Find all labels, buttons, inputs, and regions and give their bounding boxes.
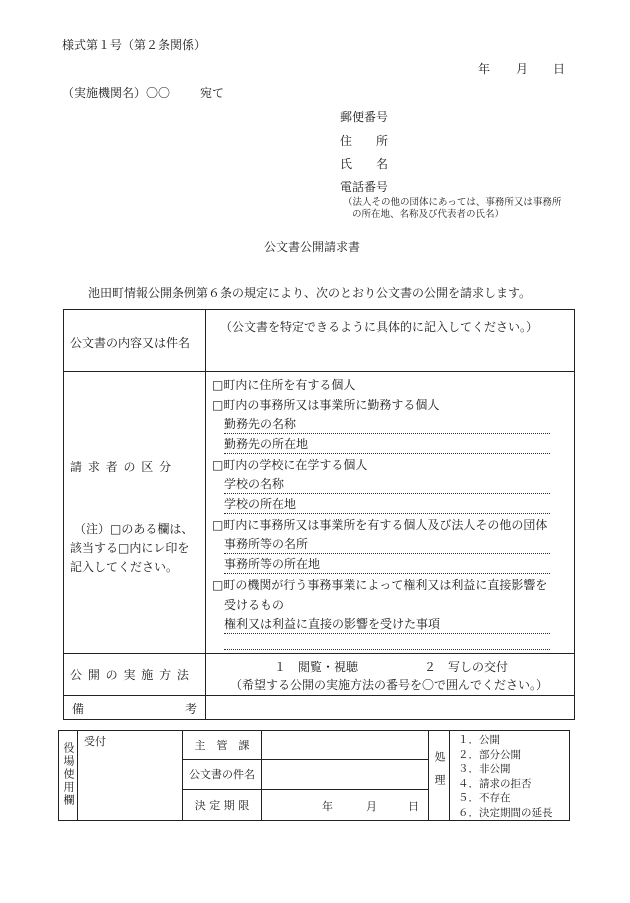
result-nonexistent: ５．不存在: [458, 792, 511, 804]
document-title: 公文書公開請求書: [264, 240, 361, 254]
requester-options-cell: [206, 372, 575, 654]
result-nondisclose: ３．非公開: [458, 763, 511, 775]
applicant-note-2: の所在地、名称及び代表者の氏名）: [352, 209, 505, 220]
employer-address-line[interactable]: [224, 435, 550, 454]
option-affected-party[interactable]: □町の機関が行う事務事業によって権利又は利益に直接影響を: [212, 578, 548, 592]
remarks-label-2: 考: [184, 702, 197, 716]
address-label: 住 所: [340, 134, 389, 148]
school-name-line[interactable]: [224, 475, 550, 494]
addressee-org: （実施機関名）〇〇: [62, 86, 171, 100]
method-label-cell: [64, 654, 206, 696]
subject-label-cell: [183, 760, 262, 789]
method-hint: （希望する公開の実施方法の番号を〇で囲んでください。）: [230, 678, 549, 692]
content-hint: （公文書を特定できるように具体的に記入してください。）: [220, 320, 539, 334]
deadline-value-cell[interactable]: [262, 789, 429, 820]
office-name-label: 事務所等の名所: [224, 537, 309, 551]
phone-label: 電話番号: [340, 180, 389, 194]
school-name-label: 学校の名称: [224, 477, 285, 491]
process-label: 処理: [433, 751, 446, 797]
postal-code-label: 郵便番号: [340, 110, 389, 124]
requester-label-cell: [64, 372, 206, 654]
office-side-label-cell: [59, 731, 78, 821]
affected-matter-line[interactable]: [224, 615, 550, 634]
deadline-year: 年: [322, 799, 333, 813]
office-side-label: 役場使用欄: [62, 741, 75, 807]
result-partial: ２．部分公開: [458, 748, 521, 761]
school-address-line[interactable]: [224, 495, 550, 514]
affected-matter-line-2[interactable]: [224, 635, 550, 650]
office-name-line[interactable]: [224, 535, 550, 554]
content-input-cell[interactable]: [206, 310, 575, 372]
remarks-label-cell: [64, 696, 206, 720]
option-employee[interactable]: □町内の事務所又は事業所に勤務する個人: [212, 398, 440, 412]
dept-label-cell: [183, 731, 262, 760]
form-number: 様式第１号（第２条関係）: [62, 38, 207, 52]
subject-label: 公文書の件名: [189, 768, 255, 782]
result-refusal: ４．請求の拒否: [458, 777, 532, 790]
remarks-label-1: 備: [72, 702, 85, 716]
office-use-table: [58, 730, 570, 821]
date-year: 年: [478, 62, 491, 76]
intro-text: 池田町情報公開条例第６条の規定により、次のとおり公文書の公開を請求します。: [88, 286, 532, 300]
option-student[interactable]: □町内の学校に在学する個人: [212, 458, 368, 472]
date-month: 月: [516, 62, 529, 76]
remarks-input-cell[interactable]: [206, 696, 575, 720]
office-address-line[interactable]: [224, 555, 550, 574]
content-label-cell: [64, 310, 206, 372]
dept-value-cell[interactable]: [262, 731, 429, 760]
method-cell: [206, 654, 575, 696]
employer-address-label: 勤務先の所在地: [224, 437, 309, 451]
dept-label: 主 管 課: [194, 739, 250, 753]
result-disclose: １．公開: [458, 734, 500, 746]
option-business-owner[interactable]: □町内に事務所又は事業所を有する個人及び法人その他の団体: [212, 518, 548, 532]
received-cell: [78, 731, 183, 821]
process-results-cell: [450, 731, 570, 821]
affected-matter-label: 権利又は利益に直接の影響を受けた事項: [224, 617, 441, 631]
employer-name-line[interactable]: [224, 415, 550, 434]
option-resident[interactable]: □町内に住所を有する個人: [212, 378, 356, 392]
received-label: 受付: [84, 735, 106, 748]
school-address-label: 学校の所在地: [224, 497, 297, 511]
process-label-cell: [429, 731, 450, 821]
requester-note-1: （注）□のある欄は、: [74, 522, 194, 536]
date-day: 日: [553, 62, 566, 76]
employer-name-label: 勤務先の名称: [224, 417, 297, 431]
subject-value-cell[interactable]: [262, 760, 429, 789]
request-table: [63, 309, 575, 720]
deadline-label-cell: [183, 789, 262, 820]
method-option-view[interactable]: １ 閲覧・視聴: [274, 660, 359, 674]
applicant-note-1: （法人その他の団体にあっては、事務所又は事務所: [343, 197, 562, 208]
method-option-copy[interactable]: ２ 写しの交付: [424, 660, 509, 674]
deadline-day: 日: [408, 799, 419, 813]
name-label: 氏 名: [340, 157, 389, 171]
method-label: 公 開 の 実 施 方 法: [70, 668, 190, 682]
office-address-label: 事務所等の所在地: [224, 557, 321, 571]
requester-label: 請 求 者 の 区 分: [70, 460, 173, 474]
deadline-month: 月: [366, 799, 377, 813]
result-extension: ６．決定期間の延長: [458, 806, 553, 819]
addressee-suffix: 宛て: [200, 86, 225, 100]
deadline-label: 決 定 期 限: [194, 798, 250, 812]
requester-note-2: 該当する□内にレ印を: [70, 541, 190, 555]
content-label: 公文書の内容又は件名: [70, 336, 191, 350]
option-affected-party-cont: 受けるもの: [224, 598, 285, 612]
requester-note-3: 記入してください。: [70, 560, 179, 574]
